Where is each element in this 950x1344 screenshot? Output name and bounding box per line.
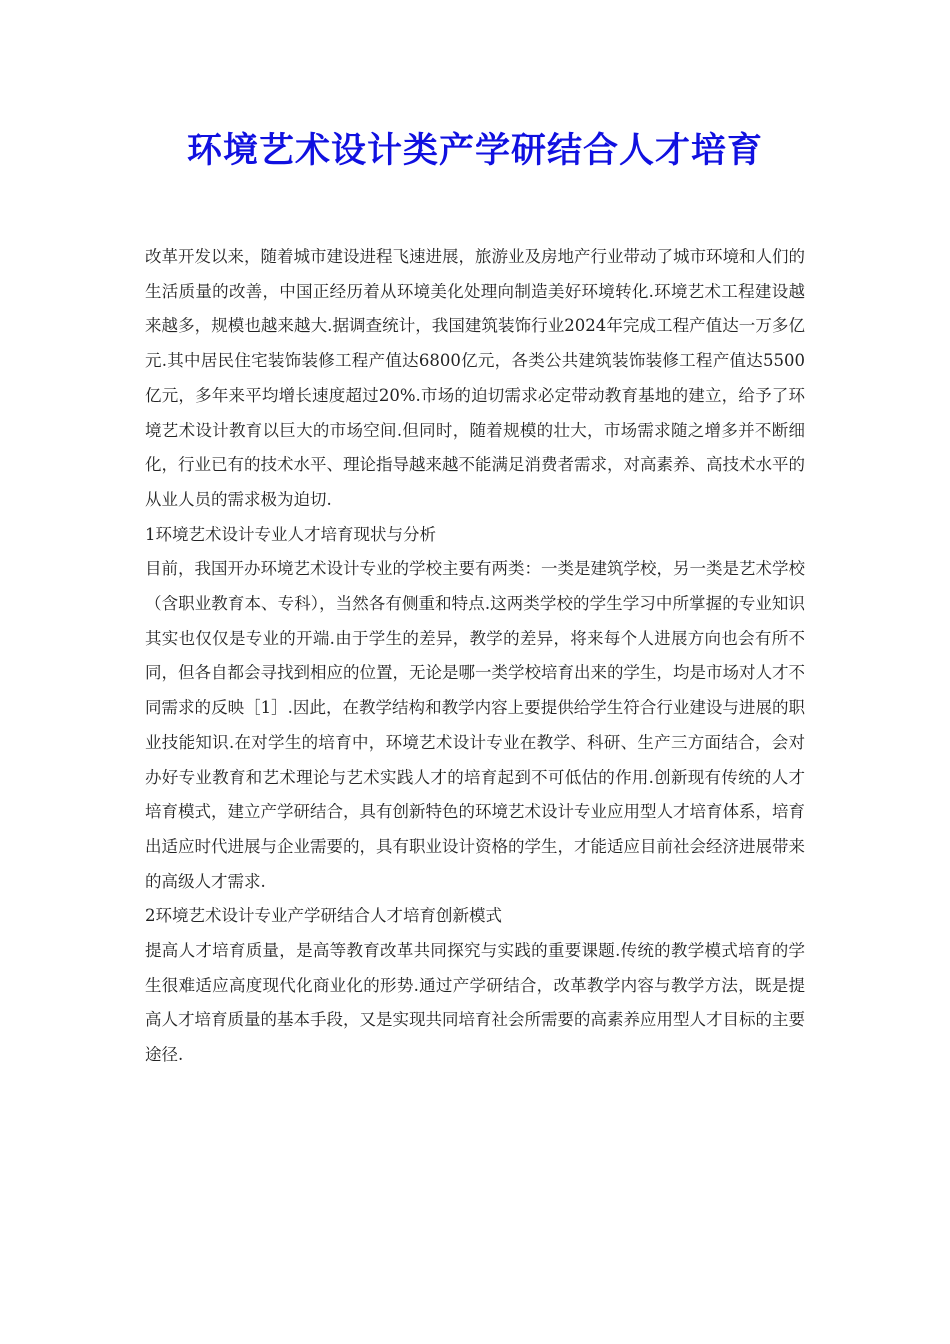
paragraph-section-2: 提高人才培育质量，是高等教育改革共同探究与实践的重要课题.传统的教学模式培育的学生很难适应高度现代化商业化的形势.通过产学研结合，改革教学内容与教学方法，既是提高人才培育质量的基本手段，又是实现共同培育社会所需要的高素养应用型人才目标的主要途径. xyxy=(145,941,805,1065)
section-heading-1: 1环境艺术设计专业人才培育现状与分析 xyxy=(145,524,436,544)
section-heading-2: 2环境艺术设计专业产学研结合人才培育创新模式 xyxy=(145,906,502,926)
paragraph-section-1: 目前，我国开办环境艺术设计专业的学校主要有两类：一类是建筑学校，另一类是艺术学校（含职业教育本、专科），当然各有侧重和特点.这两类学校的学生学习中所掌握的专业知识其实也仅仅是专业的开端.由于学生的差异，教学的差异，将来每个人进展方向也会有所不同，但各自都会寻找到相应的位置，无论是哪一类学校培育出来的学生，均是市场对人才不同需求的反映［1］.因此，在教学结构和教学内容上要提供给学生符合行业建设与进展的职业技能知识.在对学生的培育中，环境艺术设计专业在教学、科研、生产三方面结合，会对办好专业教育和艺术理论与艺术实践人才的培育起到不可低估的作用.创新现有传统的人才培育模式，建立产学研结合，具有创新特色的环境艺术设计专业应用型人才培育体系，培育出适应时代进展与企业需要的，具有职业设计资格的学生，才能适应目前社会经济进展带来的高级人才需求. xyxy=(145,559,805,891)
document-body xyxy=(145,240,805,1073)
page-title: 环境艺术设计类产学研结合人才培育 xyxy=(186,131,763,171)
paragraph-intro: 改革开发以来，随着城市建设进程飞速进展，旅游业及房地产行业带动了城市环境和人们的生活质量的改善，中国正经历着从环境美化处理向制造美好环境转化.环境艺术工程建设越来越多，规模也越来越大.据调查统计，我国建筑装饰行业2024年完成工程产值达一万多亿元.其中居民住宅装饰装修工程产值达6800亿元，各类公共建筑装饰装修工程产值达5500亿元，多年来平均增长速度超过20%.市场的迫切需求必定带动教育基地的建立，给予了环境艺术设计教育以巨大的市场空间.但同时，随着规模的壮大，市场需求随之增多并不断细化，行业已有的技术水平、理论指导越来越不能满足消费者需求，对高素养、高技术水平的从业人员的需求极为迫切. xyxy=(145,247,805,509)
